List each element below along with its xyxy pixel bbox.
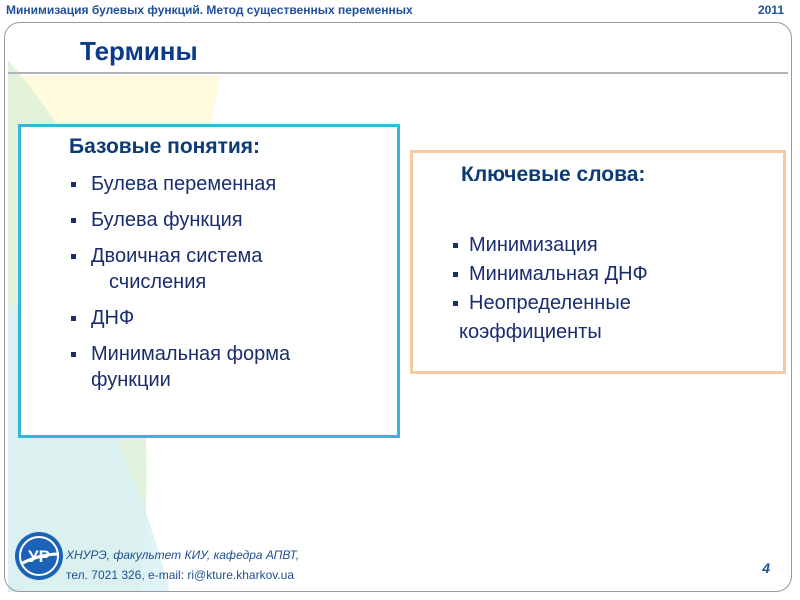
list-item-text: ДНФ <box>91 307 135 329</box>
bullet-icon <box>71 218 76 223</box>
list-item <box>65 305 395 331</box>
basic-concepts-box <box>18 124 400 438</box>
bullet-icon <box>71 182 76 187</box>
bullet-icon <box>453 243 458 248</box>
bullet-icon <box>453 272 458 277</box>
list-item-text: Булева функция <box>91 209 243 231</box>
basic-concepts-list <box>65 171 395 403</box>
page-title: Термины <box>80 36 198 66</box>
footer-affiliation: ХНУРЭ, факультет КИУ, кафедра АПВТ, <box>66 548 300 562</box>
page-number: 4 <box>762 560 770 576</box>
title-divider <box>8 72 788 74</box>
bullet-icon <box>71 254 76 259</box>
keywords-heading: Ключевые слова: <box>461 163 646 186</box>
bullet-icon <box>453 301 458 306</box>
list-item-text: Минимальная ДНФ <box>469 263 648 285</box>
list-item <box>447 289 767 347</box>
header-year: 2011 <box>757 3 784 17</box>
logo-text: УР <box>28 547 50 566</box>
list-item-continuation: счисления <box>109 271 207 293</box>
list-item-text: Неопределенные <box>469 292 631 314</box>
list-item <box>447 260 767 289</box>
list-item <box>447 231 767 260</box>
list-item-continuation: функции <box>91 369 171 391</box>
list-item <box>65 207 395 233</box>
keywords-list <box>447 231 767 347</box>
basic-concepts-heading: Базовые понятия: <box>69 135 261 158</box>
list-item-continuation: коэффициенты <box>459 321 602 343</box>
list-item-text: Булева переменная <box>91 173 277 195</box>
list-item-text: Двоичная система <box>91 245 263 267</box>
university-logo-icon <box>13 530 65 582</box>
list-item <box>65 171 395 197</box>
list-item <box>65 243 395 295</box>
header-title: Минимизация булевых функций. Метод существенных переменных <box>6 3 413 17</box>
list-item-text: Минимальная форма <box>91 343 291 365</box>
list-item <box>65 341 395 393</box>
footer-contact: тел. 7021 326, e-mail: ri@kture.kharkov.ua <box>66 568 295 582</box>
list-item-text: Минимизация <box>469 234 598 256</box>
keywords-box <box>410 150 786 374</box>
bullet-icon <box>71 316 76 321</box>
bullet-icon <box>71 352 76 357</box>
